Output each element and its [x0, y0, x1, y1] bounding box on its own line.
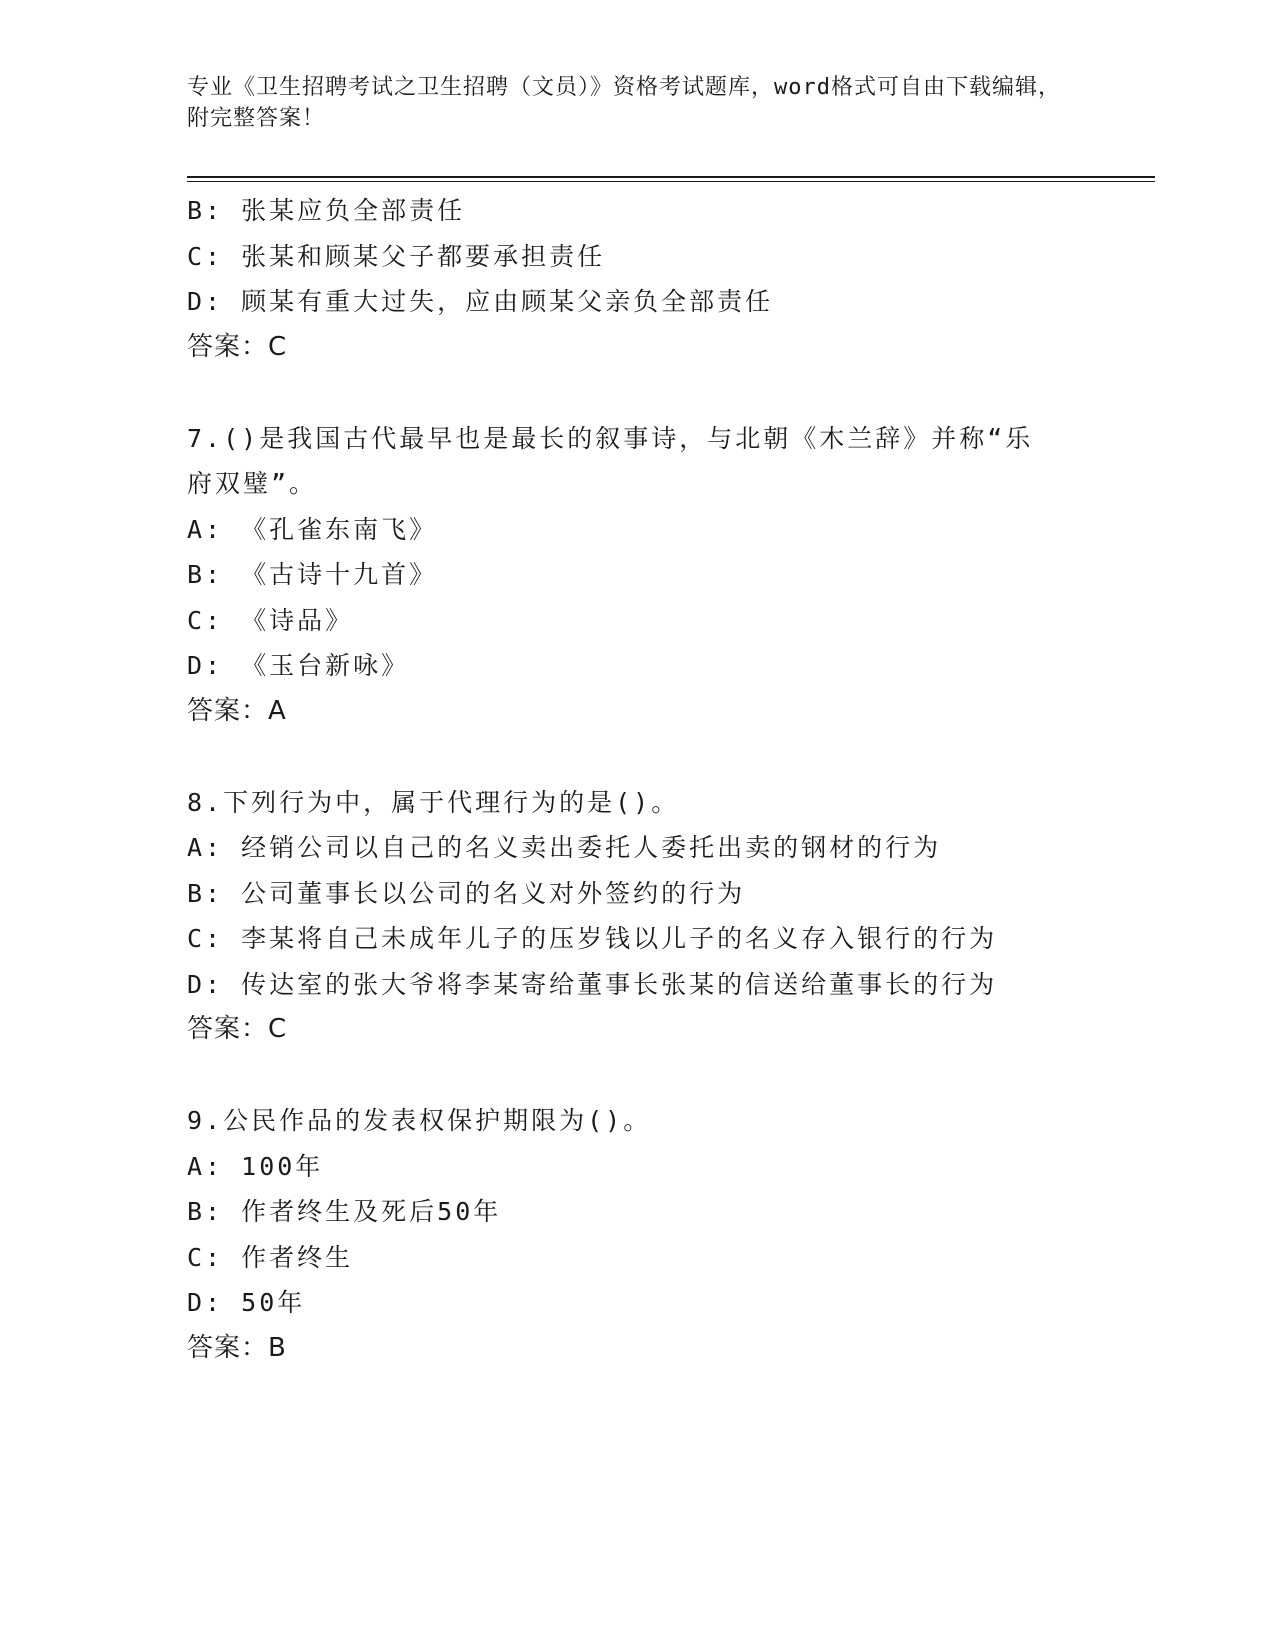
header-rule-thick [187, 176, 1155, 178]
option-d: D: 顾某有重大过失，应由顾某父亲负全部责任 [187, 287, 774, 316]
option-c: C: 《诗品》 [187, 605, 354, 635]
option-b: B: 《古诗十九首》 [187, 560, 438, 589]
option-d: D: 50年 [187, 1288, 306, 1317]
answer-line: 答案：C [187, 1014, 288, 1044]
question-stem: 9.公民作品的发表权保护期限为()。 [187, 1106, 652, 1135]
option-d: D: 《玉台新咏》 [187, 651, 410, 680]
option-b: B: 张某应负全部责任 [187, 196, 466, 225]
question-7 [187, 416, 1087, 735]
option-c: C: 作者终生 [187, 1242, 354, 1272]
question-stem: 7.()是我国古代最早也是最长的叙事诗，与北朝《木兰辞》并称“乐 [187, 423, 1034, 453]
question-stem: 8.下列行为中，属于代理行为的是()。 [187, 787, 680, 817]
question-list [187, 188, 1087, 1371]
question-6-tail [187, 188, 1087, 370]
option-a: A: 100年 [187, 1151, 324, 1181]
answer-line: 答案：A [187, 695, 287, 726]
option-a: A: 《孔雀东南飞》 [187, 514, 438, 544]
question-stem-continued: 府双璧”。 [187, 469, 318, 498]
option-a: A: 经销公司以自己的名义卖出委托人委托出卖的钢材的行为 [187, 833, 942, 862]
option-c: C: 张某和顾某父子都要承担责任 [187, 241, 606, 271]
option-b: B: 作者终生及死后50年 [187, 1197, 502, 1226]
question-9 [187, 1098, 1087, 1371]
answer-line: 答案：C [187, 331, 288, 362]
document-header: 专业《卫生招聘考试之卫生招聘（文员）》资格考试题库，word格式可自由下载编辑，附完整答案！ [187, 75, 1061, 131]
answer-line: 答案：B [187, 1332, 287, 1363]
option-d: D: 传达室的张大爷将李某寄给董事长张某的信送给董事长的行为 [187, 969, 998, 999]
spacer [187, 734, 1087, 780]
option-c: C: 李某将自己未成年儿子的压岁钱以儿子的名义存入银行的行为 [187, 924, 998, 953]
spacer [187, 370, 1087, 416]
option-b: B: 公司董事长以公司的名义对外签约的行为 [187, 878, 746, 908]
spacer [187, 1053, 1087, 1099]
header-rule-thin [187, 181, 1155, 182]
question-8 [187, 780, 1087, 1053]
